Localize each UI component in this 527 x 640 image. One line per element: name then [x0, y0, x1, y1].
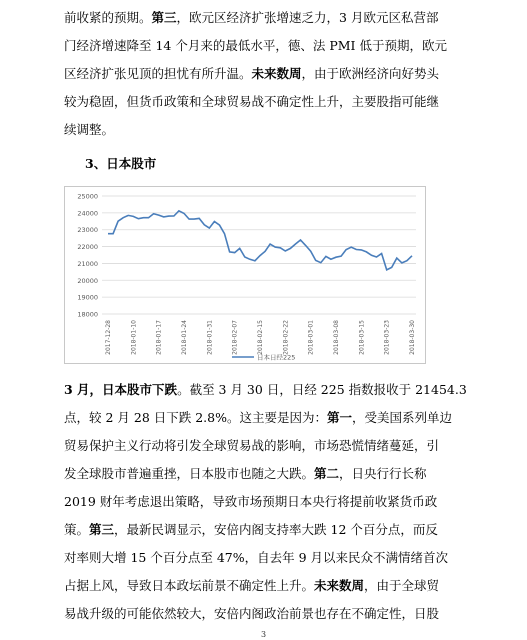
data-point	[305, 245, 306, 246]
data-point	[265, 251, 266, 252]
data-point	[143, 217, 144, 218]
text-run: 策。	[64, 522, 90, 537]
x-tick-label: 2018-03-15	[358, 320, 366, 355]
x-tick-label: 2018-01-24	[181, 320, 188, 355]
text-line	[64, 460, 466, 488]
data-point	[351, 247, 352, 248]
text-line	[64, 32, 466, 60]
text-line	[64, 432, 466, 460]
data-point	[346, 249, 347, 250]
paragraph-europe-outlook	[64, 4, 466, 144]
x-tick-label: 2018-03-01	[307, 320, 315, 355]
data-point	[411, 255, 412, 256]
text-run: 门经济增速降至 14 个月来的最低水平，德、法 PMI 低于预期，欧元	[64, 38, 447, 53]
data-point	[290, 248, 291, 249]
paragraph-japan-market	[64, 376, 466, 628]
bold-run: 第二	[314, 466, 340, 481]
data-point	[249, 259, 250, 260]
data-point	[118, 221, 119, 222]
data-point	[259, 255, 260, 256]
text-run: 较为稳固，但货币政策和全球贸易战不确定性上升，主要股指可能继	[64, 94, 440, 109]
text-run: ，由于欧洲经济向好势头	[301, 66, 440, 81]
text-run: 点，较 2 月 28 日下跌 2.8%。这主要是因为：	[64, 410, 327, 425]
text-run: 2019 财年考虑退出策略，导致市场预期日本央行将提前收紧货币政	[64, 494, 438, 509]
data-point	[376, 256, 377, 257]
text-line	[64, 572, 466, 600]
data-point	[229, 251, 230, 252]
text-run: 前收紧的预期。	[64, 10, 152, 25]
data-point	[224, 233, 225, 234]
data-point	[219, 225, 220, 226]
section-heading: 3、日本股市	[85, 156, 157, 171]
data-point	[199, 218, 200, 219]
data-point	[275, 247, 276, 248]
text-run: ，受美国系列单边	[352, 410, 453, 425]
bold-run: 3 月，日本股市下跌	[64, 382, 178, 397]
text-line	[64, 516, 466, 544]
data-point	[335, 257, 336, 258]
data-point	[189, 219, 190, 220]
y-tick-label: 24000	[77, 209, 98, 218]
text-run: ，欧元区经济扩张增速乏力，3 月欧元区私营部	[176, 10, 439, 25]
y-tick-label: 19000	[77, 293, 98, 302]
data-point	[391, 267, 392, 268]
data-point	[148, 217, 149, 218]
data-point	[244, 256, 245, 257]
data-point	[138, 218, 139, 219]
data-point	[300, 239, 301, 240]
text-line	[64, 376, 466, 404]
data-point	[386, 269, 387, 270]
x-tick-label: 2018-03-30	[409, 320, 416, 355]
text-line	[64, 404, 466, 432]
bold-run: 第一	[326, 410, 352, 425]
data-point	[168, 216, 169, 217]
y-tick-label: 20000	[77, 276, 98, 285]
text-line	[64, 544, 466, 572]
data-point	[366, 251, 367, 252]
nikkei-chart	[64, 186, 426, 364]
data-point	[330, 259, 331, 260]
data-point	[295, 243, 296, 244]
text-run: 对率则大增 15 个百分点至 47%，自去年 9 月以来民众不满情绪首次	[64, 550, 449, 565]
y-tick-label: 23000	[77, 226, 98, 235]
x-tick-label: 2018-01-31	[206, 320, 214, 355]
text-line	[64, 60, 466, 88]
data-point	[254, 260, 255, 261]
data-point	[214, 221, 215, 222]
data-point	[325, 256, 326, 257]
data-point	[204, 224, 205, 225]
data-point	[128, 215, 129, 216]
data-point	[133, 216, 134, 217]
x-tick-label: 2018-02-07	[231, 320, 239, 355]
nikkei-chart-svg	[64, 186, 426, 364]
data-point	[310, 251, 311, 252]
data-point	[158, 215, 159, 216]
text-run: 易战升级的可能依然较大，安倍内阁政治前景也存在不确定性，日股	[64, 606, 440, 621]
text-line	[64, 600, 466, 628]
x-tick-label: 2018-02-22	[282, 320, 290, 355]
y-tick-label: 18000	[77, 310, 98, 319]
data-point	[280, 247, 281, 248]
x-tick-label: 2018-01-17	[155, 320, 163, 355]
data-point	[320, 262, 321, 263]
bold-run: 未来数周	[251, 66, 302, 81]
x-tick-label: 2018-03-08	[333, 320, 340, 355]
data-point	[315, 260, 316, 261]
data-point	[173, 215, 174, 216]
text-run: 区经济扩张见顶的担忧有所升温。	[64, 66, 252, 81]
data-point	[341, 256, 342, 257]
text-run: 发全球股市普遍重挫，日本股市也随之大跌。	[64, 466, 315, 481]
y-tick-label: 25000	[77, 192, 98, 201]
data-point	[239, 248, 240, 249]
x-tick-label: 2018-01-10	[130, 320, 138, 355]
x-tick-label: 2017-12-28	[105, 320, 112, 355]
legend-label: 日本日经225	[257, 353, 296, 362]
data-point	[406, 260, 407, 261]
data-point	[371, 255, 372, 256]
text-run: 贸易保护主义行动将引发全球贸易战的影响，市场恐慌情绪蔓延，引	[64, 438, 440, 453]
page-number: 3	[260, 630, 267, 639]
data-point	[163, 216, 164, 217]
data-point	[209, 228, 210, 229]
data-point	[234, 252, 235, 253]
bold-run: 第三	[89, 522, 115, 537]
x-tick-label: 2018-02-15	[257, 320, 264, 355]
data-point	[178, 210, 179, 211]
data-point	[396, 258, 397, 259]
y-tick-label: 21000	[77, 259, 98, 268]
text-run: ，由于全球贸	[364, 578, 440, 593]
text-run: ，最新民调显示，安倍内阁支持率大跌 12 个百分点，而反	[114, 522, 438, 537]
text-line	[64, 488, 466, 516]
text-line	[64, 88, 466, 116]
data-point	[183, 213, 184, 214]
data-point	[113, 233, 114, 234]
y-tick-label: 22000	[77, 243, 98, 252]
data-point	[381, 253, 382, 254]
data-point	[153, 213, 154, 214]
bold-run: 第三	[151, 10, 177, 25]
data-point	[285, 250, 286, 251]
data-point	[194, 219, 195, 220]
text-run: 。截至 3 月 30 日，日经 225 指数报收于 21454.3	[177, 382, 467, 397]
text-line	[64, 116, 466, 144]
text-run: 占据上风，导致日本政坛前景不确定性上升。	[64, 578, 315, 593]
text-line	[64, 4, 466, 32]
text-run: ，日央行行长称	[339, 466, 427, 481]
data-point	[401, 262, 402, 263]
text-run: 续调整。	[64, 122, 115, 137]
data-point	[270, 244, 271, 245]
bold-run: 未来数周	[314, 578, 365, 593]
data-point	[123, 217, 124, 218]
data-point	[107, 233, 108, 234]
data-point	[356, 249, 357, 250]
x-tick-label: 2018-03-23	[383, 320, 391, 355]
data-point	[361, 249, 362, 250]
